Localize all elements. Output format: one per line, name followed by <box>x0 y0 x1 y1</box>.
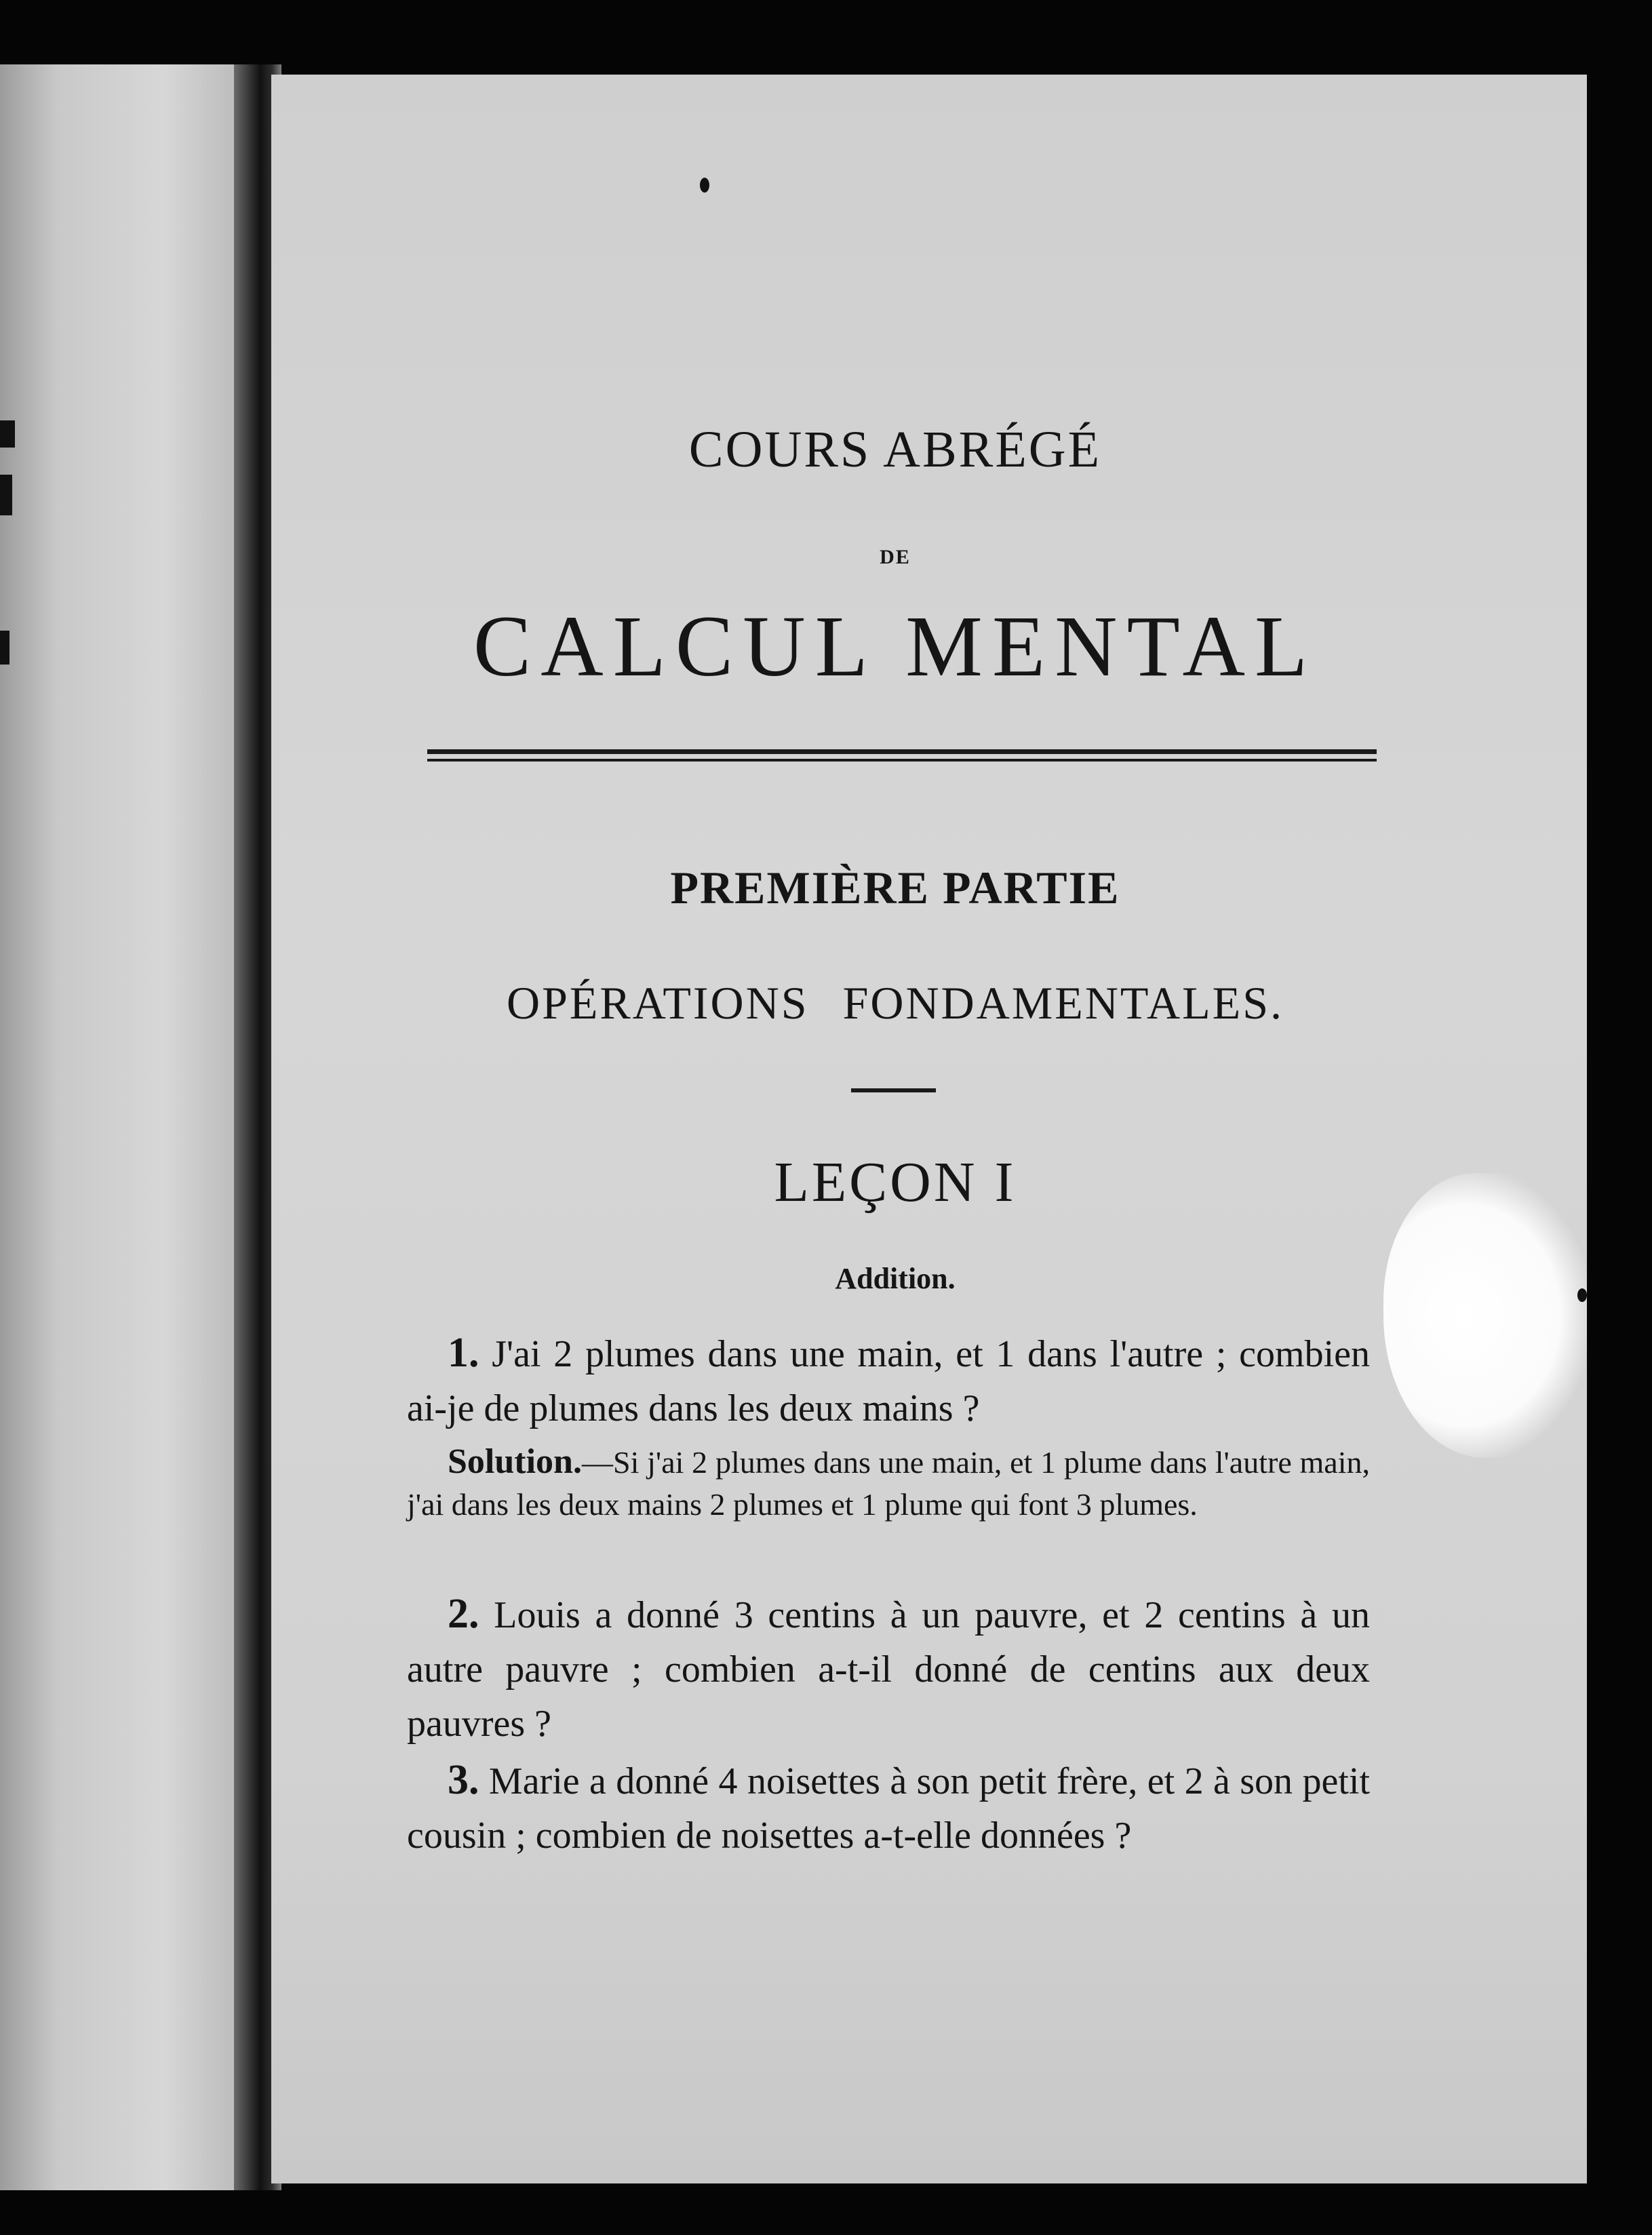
right-page <box>271 75 1587 2183</box>
rule-thick <box>427 749 1377 754</box>
edge-mark <box>0 475 12 515</box>
edge-mark <box>0 631 9 665</box>
solution-label: Solution. <box>448 1442 582 1481</box>
problem-text: J'ai 2 plumes dans une main, et 1 dans l'autre ; combien ai-je de plumes dans les deux mains ? <box>407 1333 1370 1429</box>
paper-speck <box>700 178 709 193</box>
short-rule-divider <box>851 1088 936 1092</box>
lesson-topic: Addition. <box>835 1262 956 1295</box>
problem-number: 2. <box>448 1591 479 1637</box>
paper-stain <box>1383 1173 1587 1458</box>
part-heading: PREMIÈRE PARTIE <box>670 862 1120 913</box>
edge-mark <box>0 420 15 448</box>
problem-2 <box>407 1587 1370 1751</box>
left-page-fragment <box>0 64 234 2190</box>
problem-number: 3. <box>448 1757 479 1803</box>
rule-thin <box>427 759 1377 762</box>
lesson-heading: LEÇON I <box>774 1151 1017 1214</box>
problem-text: Louis a donné 3 centins à un pauvre, et 2 centins à un autre pauvre ; combien a-t-il donné de centins aux deux pauvres ? <box>407 1594 1370 1745</box>
double-rule-divider <box>427 749 1377 767</box>
problem-3 <box>407 1753 1370 1863</box>
part-subtitle: OPÉRATIONS FONDAMENTALES. <box>506 977 1284 1029</box>
solution-paragraph <box>407 1441 1370 1526</box>
title-line-cours-abrege: COURS ABRÉGÉ <box>688 421 1102 478</box>
title-line-de: DE <box>880 546 911 568</box>
solution-text: —Si j'ai 2 plumes dans une main, et 1 plume dans l'autre main, j'ai dans les deux mains 2 plumes et 1 plume qui font 3 plumes. <box>407 1445 1370 1522</box>
problem-1 <box>407 1326 1370 1436</box>
problem-number: 1. <box>448 1330 479 1376</box>
problem-text: Marie a donné 4 noisettes à son petit frère, et 2 à son petit cousin ; combien de noisettes a-t-elle données ? <box>407 1760 1370 1857</box>
title-line-calcul-mental: CALCUL MENTAL <box>473 598 1318 694</box>
paper-speck <box>1577 1288 1587 1302</box>
